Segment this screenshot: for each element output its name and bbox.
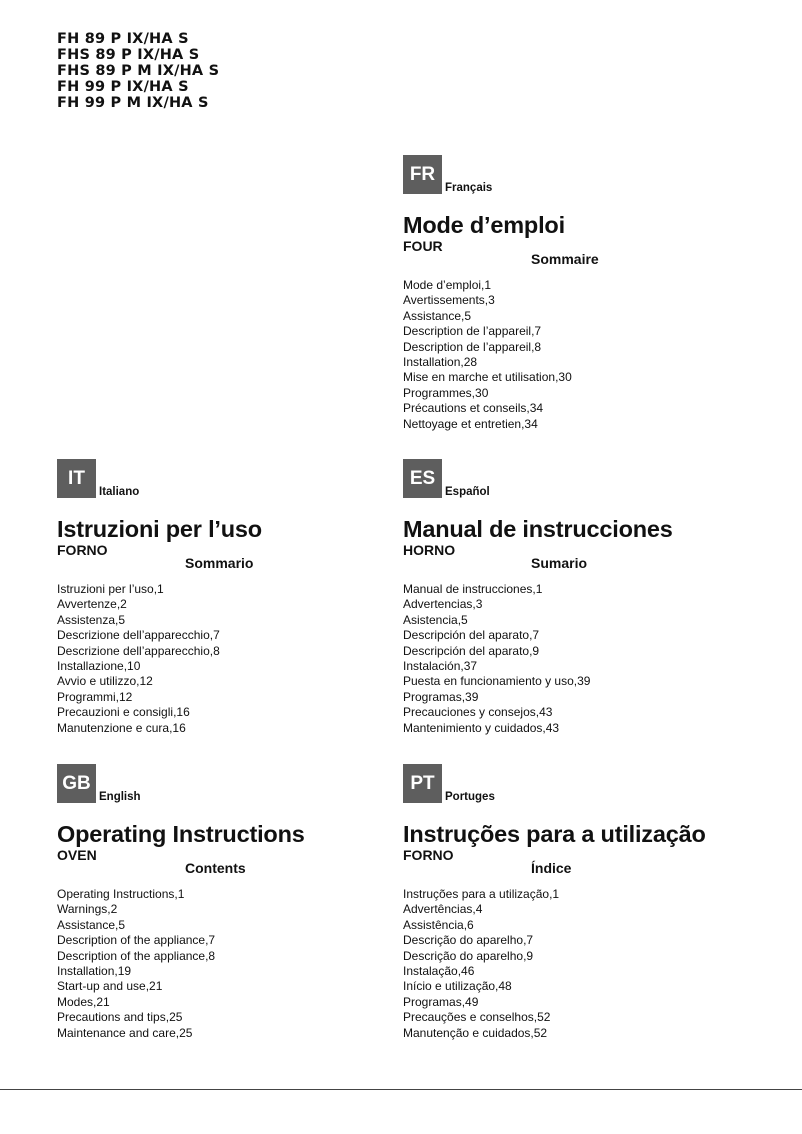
toc-item: Installazione,10 [57, 659, 141, 674]
toc-item: Avvertenze,2 [57, 597, 127, 612]
contents-heading: Sommaire [531, 251, 599, 267]
toc-item: Assistance,5 [403, 308, 472, 323]
section-gb [57, 764, 397, 1041]
section-es [403, 459, 743, 736]
toc-item: Mantenimiento y cuidados,43 [403, 720, 560, 735]
toc-item: Istruzioni per l’uso,1 [57, 582, 164, 596]
toc-item: Assistance,5 [57, 917, 126, 932]
model-number: FH 89 P IX/HA S [57, 31, 189, 47]
toc-item: Modes,21 [57, 994, 110, 1009]
contents-heading: Sumario [531, 555, 588, 571]
language-code-badge: GB [57, 764, 96, 803]
language-header [57, 764, 397, 804]
toc-item: Operating Instructions,1 [57, 887, 185, 901]
language-code-badge: ES [403, 459, 442, 498]
manual-title: Mode d’emploi [403, 212, 565, 238]
language-header [403, 764, 743, 804]
toc-item: Programmes,30 [403, 385, 489, 400]
toc-item: Programas,49 [403, 994, 479, 1009]
toc-item: Descrição do aparelho,9 [403, 948, 534, 963]
language-code-badge: PT [403, 764, 442, 803]
language-code-badge: IT [57, 459, 96, 498]
manual-title: Manual de instrucciones [403, 516, 673, 542]
toc-item: Manutenzione e cura,16 [57, 720, 186, 735]
toc-item: Descripción del aparato,7 [403, 628, 540, 643]
language-name: English [99, 791, 141, 803]
table-of-contents [57, 582, 397, 736]
table-of-contents [403, 278, 743, 432]
toc-item: Instalación,37 [403, 659, 478, 674]
toc-item: Precautions and tips,25 [57, 1010, 183, 1025]
appliance-name: OVEN [57, 847, 97, 863]
table-of-contents [403, 887, 743, 1041]
section-it [57, 459, 397, 736]
contents-heading: Índice [531, 860, 572, 876]
bottom-divider [0, 1089, 802, 1090]
appliance-name: HORNO [403, 542, 456, 558]
toc-item: Manutenção e cuidados,52 [403, 1025, 548, 1040]
toc-item: Descrizione dell’apparecchio,8 [57, 643, 220, 658]
table-of-contents [57, 887, 397, 1041]
toc-item: Advertencias,3 [403, 597, 483, 612]
language-header [57, 459, 397, 499]
toc-item: Precauciones y consejos,43 [403, 705, 553, 720]
model-list [57, 31, 219, 111]
toc-item: Installation,28 [403, 355, 478, 370]
model-number: FHS 89 P IX/HA S [57, 47, 200, 63]
toc-item: Instruções para a utilização,1 [403, 887, 560, 901]
toc-item: Avertissements,3 [403, 293, 495, 308]
contents-heading: Sommario [185, 555, 254, 571]
toc-item: Précautions et conseils,34 [403, 401, 544, 416]
toc-item: Description of the appliance,8 [57, 948, 216, 963]
toc-item: Assistenza,5 [57, 612, 126, 627]
language-header [403, 459, 743, 499]
toc-item: Description de l’appareil,8 [403, 339, 542, 354]
appliance-name: FORNO [403, 847, 454, 863]
language-name: Español [445, 486, 490, 498]
toc-item: Precauções e conselhos,52 [403, 1010, 551, 1025]
language-header [403, 155, 743, 195]
toc-item: Mise en marche et utilisation,30 [403, 370, 572, 385]
toc-item: Asistencia,5 [403, 612, 468, 627]
section-pt [403, 764, 743, 1041]
toc-item: Descrição do aparelho,7 [403, 933, 534, 948]
toc-item: Assistência,6 [403, 917, 474, 932]
model-number: FH 99 P IX/HA S [57, 79, 189, 95]
toc-item: Programas,39 [403, 689, 479, 704]
toc-item: Programmi,12 [57, 689, 133, 704]
toc-item: Maintenance and care,25 [57, 1025, 193, 1040]
manual-title: Operating Instructions [57, 821, 305, 847]
toc-item: Mode d’emploi,1 [403, 278, 492, 292]
appliance-name: FOUR [403, 238, 443, 254]
appliance-name: FORNO [57, 542, 108, 558]
toc-item: Warnings,2 [57, 902, 118, 917]
toc-item: Descripción del aparato,9 [403, 643, 540, 658]
language-name: Français [445, 182, 493, 194]
language-code-badge: FR [403, 155, 442, 194]
manual-title: Istruzioni per l’uso [57, 516, 262, 542]
language-name: Portuges [445, 791, 495, 803]
toc-item: Manual de instrucciones,1 [403, 582, 543, 596]
toc-item: Avvio e utilizzo,12 [57, 674, 153, 689]
toc-item: Início e utilização,48 [403, 979, 512, 994]
toc-item: Puesta en funcionamiento y uso,39 [403, 674, 591, 689]
toc-item: Precauzioni e consigli,16 [57, 705, 190, 720]
toc-item: Start-up and use,21 [57, 979, 163, 994]
toc-item: Nettoyage et entretien,34 [403, 416, 538, 431]
toc-item: Description de l’appareil,7 [403, 324, 542, 339]
toc-item: Descrizione dell’apparecchio,7 [57, 628, 220, 643]
toc-item: Instalação,46 [403, 964, 475, 979]
model-number: FH 99 P M IX/HA S [57, 95, 209, 111]
manual-title: Instruções para a utilização [403, 821, 706, 847]
toc-item: Description of the appliance,7 [57, 933, 216, 948]
table-of-contents [403, 582, 743, 736]
contents-heading: Contents [185, 860, 246, 876]
toc-item: Advertências,4 [403, 902, 483, 917]
model-number: FHS 89 P M IX/HA S [57, 63, 220, 79]
section-fr [403, 155, 743, 432]
language-name: Italiano [99, 486, 140, 498]
toc-item: Installation,19 [57, 964, 132, 979]
